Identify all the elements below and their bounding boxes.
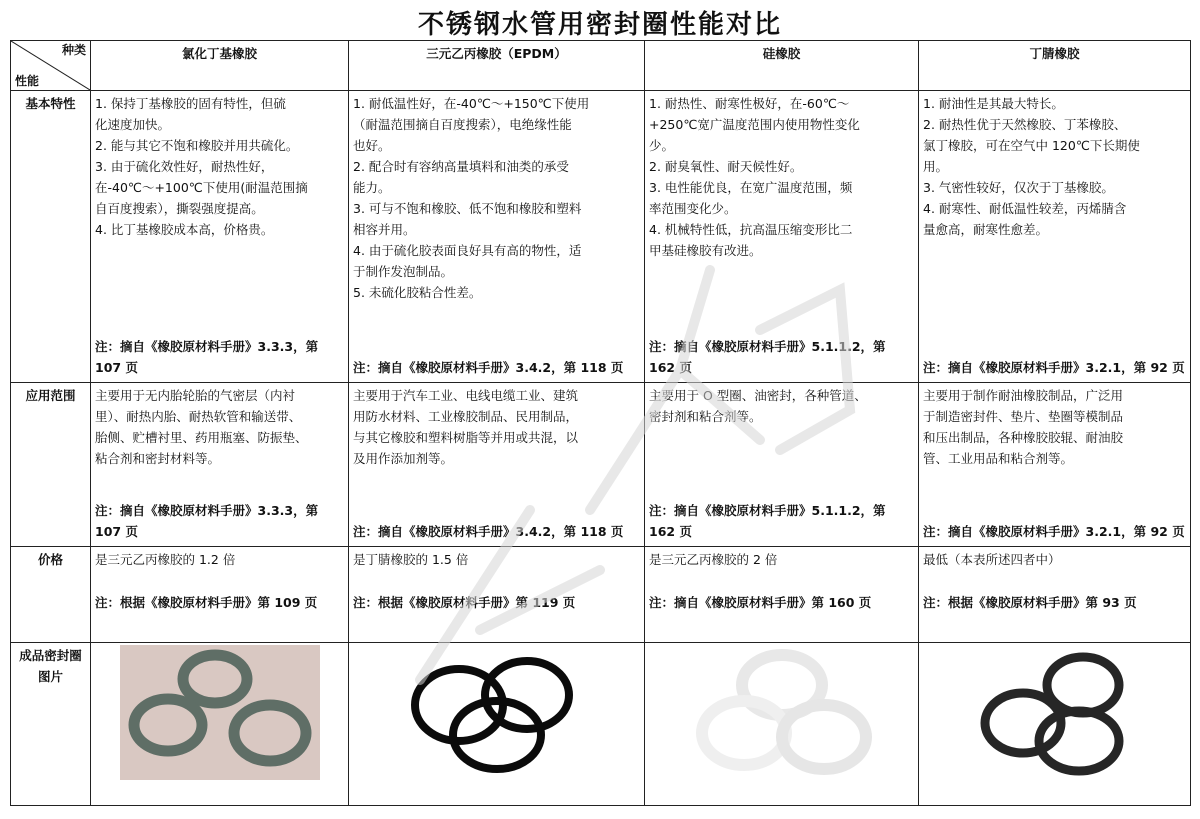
text-line: 是丁腈橡胶的 1.5 倍 — [353, 552, 469, 567]
row-basic-properties — [11, 91, 1191, 383]
corner-property-label: 性能 — [15, 74, 40, 88]
column-header-silicone: 硅橡胶 — [645, 41, 919, 91]
text-line: 相容并用。 — [353, 222, 416, 237]
cell-basic-nitrile — [919, 91, 1191, 383]
text-line: 也好。 — [353, 138, 391, 153]
text-line: 1. 耐油性是其最大特长。 — [923, 96, 1064, 111]
corner-cell — [11, 41, 91, 91]
row-label-photos: 成品密封圈图片 — [11, 643, 91, 806]
page-title: 不锈钢水管用密封圈性能对比 — [417, 10, 782, 40]
text-line: 于制作发泡制品。 — [353, 264, 454, 279]
source-note: 注：摘自《橡胶原材料手册》3.4.2，第 118 页 — [353, 524, 624, 539]
oring-photo-silicone — [682, 645, 882, 780]
text-line: 1. 耐低温性好，在-40℃～+150℃下使用 — [353, 96, 590, 111]
text-line: 3. 由于硫化效性好，耐热性好， — [95, 159, 274, 174]
text-line: 用。 — [923, 159, 949, 174]
text-line: +250℃宽广温度范围内使用物性变化 — [649, 117, 860, 132]
text-line: 5. 未硫化胶粘合性差。 — [353, 285, 482, 300]
text-line: 用防水材料、工业橡胶制品、民用制品， — [353, 409, 579, 424]
text-line: 2. 耐热性优于天然橡胶、丁苯橡胶、 — [923, 117, 1127, 132]
text-line: 和压出制品，各种橡胶胶辊、耐油胶 — [923, 430, 1124, 445]
column-header-nitrile: 丁腈橡胶 — [919, 41, 1191, 91]
column-header-chlorobutyl: 氯化丁基橡胶 — [91, 41, 349, 91]
text-line: 主要用于 O 型圈、油密封，各种管道、 — [649, 388, 867, 403]
text-line: 能力。 — [353, 180, 391, 195]
text-line: 1. 耐热性、耐寒性极好，在-60℃～ — [649, 96, 850, 111]
oring-photo-chlorobutyl — [120, 645, 320, 780]
text-line: 4. 机械特性低，抗高温压缩变形比二 — [649, 222, 853, 237]
cell-price-nitrile — [919, 547, 1191, 643]
source-note: 注：根据《橡胶原材料手册》第 93 页 — [923, 595, 1137, 610]
source-note: 注：摘自《橡胶原材料手册》5.1.1.2，第 162 页 — [649, 339, 886, 375]
source-note: 注：摘自《橡胶原材料手册》3.3.3，第 107 页 — [95, 339, 319, 375]
text-line: 粘合剂和密封材料等。 — [95, 451, 221, 466]
text-line: 是三元乙丙橡胶的 2 倍 — [649, 552, 778, 567]
oring-photo-nitrile — [955, 645, 1155, 780]
source-note: 注：摘自《橡胶原材料手册》5.1.1.2，第 162 页 — [649, 503, 886, 539]
source-note: 注：摘自《橡胶原材料手册》3.2.1，第 92 页 — [923, 360, 1185, 375]
text-line: 少。 — [649, 138, 675, 153]
text-line: 1. 保持丁基橡胶的固有特性，但硫 — [95, 96, 286, 111]
cell-usage-silicone — [645, 383, 919, 547]
cell-basic-chlorobutyl — [91, 91, 349, 383]
cell-price-silicone — [645, 547, 919, 643]
text-line: 甲基硅橡胶有改进。 — [649, 243, 762, 258]
text-line: 4. 耐寒性、耐低温性较差，丙烯腈含 — [923, 201, 1127, 216]
cell-photo-nitrile — [919, 643, 1191, 806]
text-line: 4. 比丁基橡胶成本高，价格贵。 — [95, 222, 274, 237]
cell-basic-silicone — [645, 91, 919, 383]
row-usage — [11, 383, 1191, 547]
text-line: 量愈高，耐寒性愈差。 — [923, 222, 1049, 237]
cell-usage-nitrile — [919, 383, 1191, 547]
text-line: 2. 耐臭氧性、耐天候性好。 — [649, 159, 803, 174]
text-line: 里）、耐热内胎、耐热软管和输送带、 — [95, 409, 302, 424]
text-line: 氯丁橡胶，可在空气中 120℃下长期使 — [923, 138, 1140, 153]
source-note: 注：摘自《橡胶原材料手册》第 160 页 — [649, 595, 872, 610]
oring-photo-epdm — [397, 645, 597, 780]
text-line: （耐温范围摘自百度搜索），电绝缘性能 — [353, 117, 572, 132]
comparison-table — [10, 40, 1191, 806]
text-line: 3. 电性能优良，在宽广温度范围，频 — [649, 180, 853, 195]
text-line: 自百度搜索），撕裂强度提高。 — [95, 201, 264, 216]
text-line: 4. 由于硫化胶表面良好具有高的物性，适 — [353, 243, 582, 258]
text-line: 与其它橡胶和塑料树脂等并用或共混，以 — [353, 430, 579, 445]
text-line: 主要用于制作耐油橡胶制品，广泛用 — [923, 388, 1124, 403]
text-line: 密封剂和粘合剂等。 — [649, 409, 762, 424]
cell-basic-epdm — [349, 91, 645, 383]
header-row — [11, 41, 1191, 91]
row-label-price: 价格 — [11, 547, 91, 643]
text-line: 2. 配合时有容纳高量填料和油类的承受 — [353, 159, 569, 174]
cell-photo-silicone — [645, 643, 919, 806]
source-note: 注：根据《橡胶原材料手册》第 109 页 — [95, 595, 318, 610]
row-photos — [11, 643, 1191, 806]
text-line: 2. 能与其它不饱和橡胶并用共硫化。 — [95, 138, 299, 153]
text-line: 及用作添加剂等。 — [353, 451, 454, 466]
row-label-usage: 应用范围 — [11, 383, 91, 547]
text-line: 3. 可与不饱和橡胶、低不饱和橡胶和塑料 — [353, 201, 582, 216]
text-line: 3. 气密性较好，仅次于丁基橡胶。 — [923, 180, 1114, 195]
cell-photo-epdm — [349, 643, 645, 806]
cell-usage-chlorobutyl — [91, 383, 349, 547]
cell-price-epdm — [349, 547, 645, 643]
row-label-basic: 基本特性 — [11, 91, 91, 383]
text-line: 主要用于汽车工业、电线电缆工业、建筑 — [353, 388, 579, 403]
text-line: 于制造密封件、垫片、垫圈等模制品 — [923, 409, 1124, 424]
cell-photo-chlorobutyl — [91, 643, 349, 806]
source-note: 注：摘自《橡胶原材料手册》3.3.3，第 107 页 — [95, 503, 319, 539]
text-line: 胎侧、贮槽衬里、药用瓶塞、防振垫、 — [95, 430, 308, 445]
source-note: 注：根据《橡胶原材料手册》第 119 页 — [353, 595, 576, 610]
corner-type-label: 种类 — [61, 43, 86, 57]
cell-usage-epdm — [349, 383, 645, 547]
source-note: 注：摘自《橡胶原材料手册》3.2.1，第 92 页 — [923, 524, 1185, 539]
text-line: 在-40℃～+100℃下使用(耐温范围摘 — [95, 180, 308, 195]
text-line: 是三元乙丙橡胶的 1.2 倍 — [95, 552, 236, 567]
source-note: 注：摘自《橡胶原材料手册》3.4.2，第 118 页 — [353, 360, 624, 375]
text-line: 最低（本表所述四者中） — [923, 552, 1061, 567]
text-line: 主要用于无内胎轮胎的气密层（内衬 — [95, 388, 296, 403]
text-line: 管、工业用品和粘合剂等。 — [923, 451, 1074, 466]
text-line: 化速度加快。 — [95, 117, 171, 132]
cell-price-chlorobutyl — [91, 547, 349, 643]
row-price — [11, 547, 1191, 643]
text-line: 率范围变化少。 — [649, 201, 737, 216]
column-header-epdm: 三元乙丙橡胶（EPDM） — [349, 41, 645, 91]
